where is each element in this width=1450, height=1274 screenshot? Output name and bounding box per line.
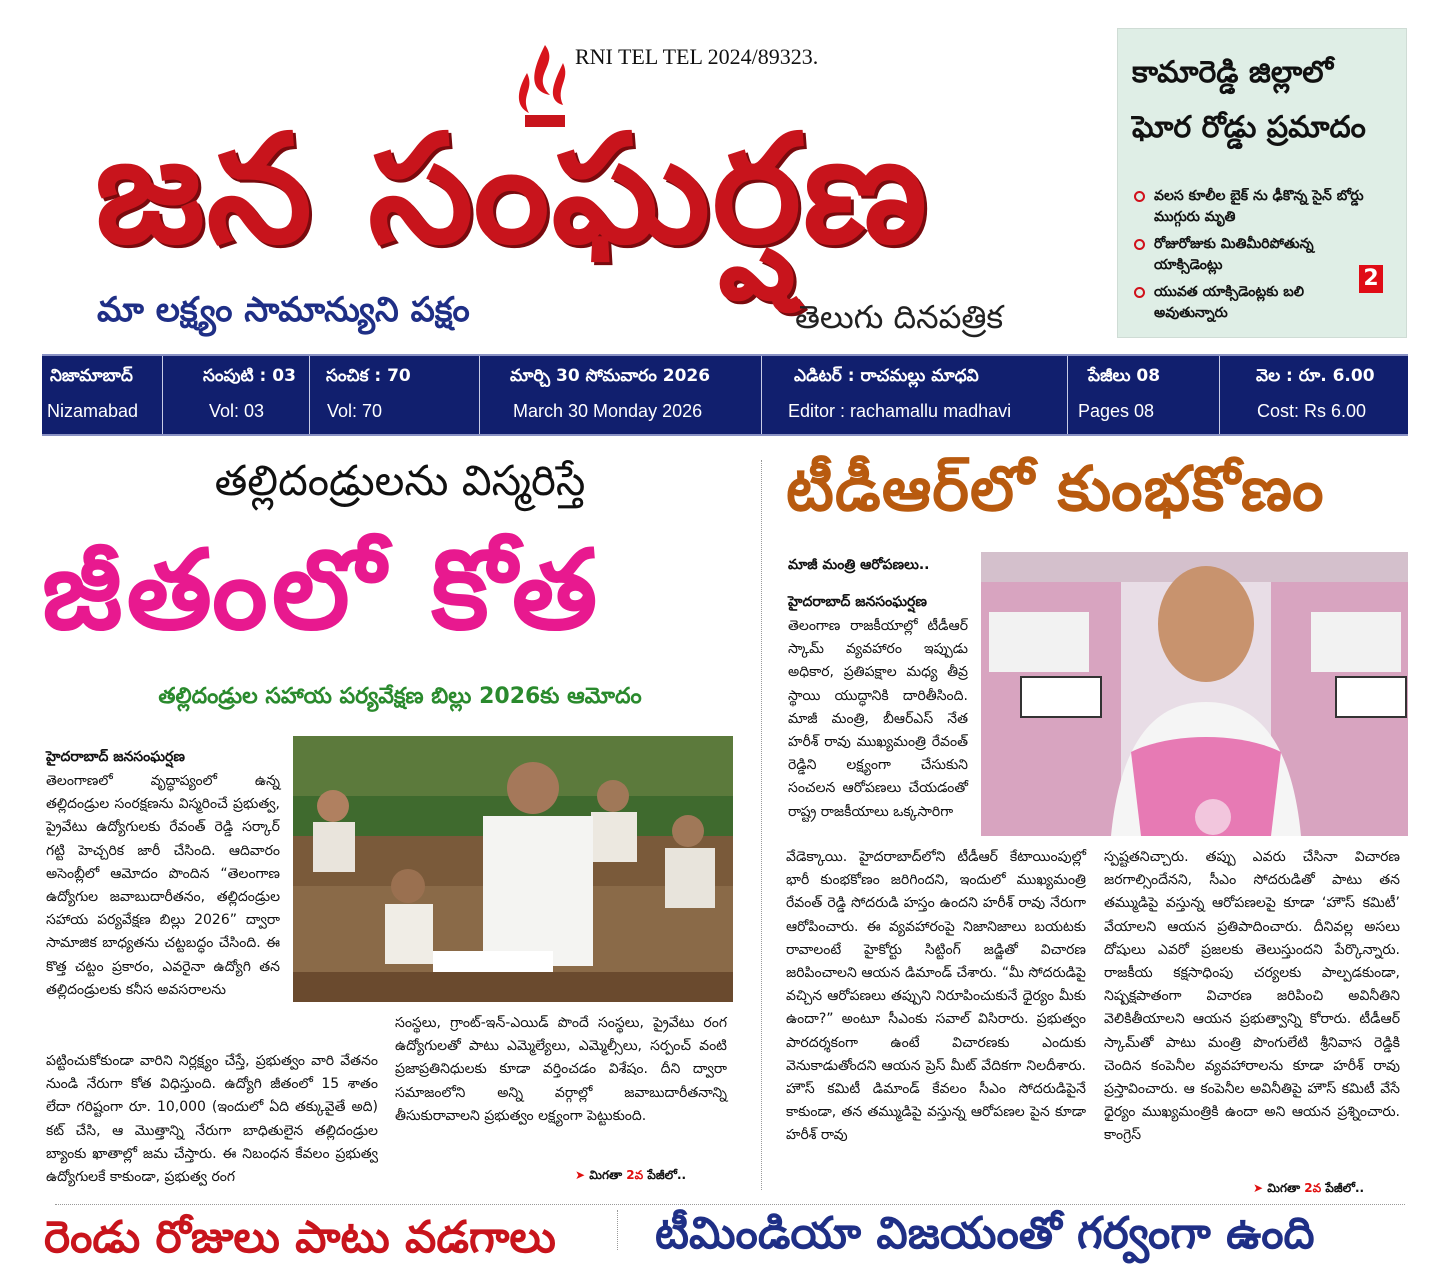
info-cell-date: మార్చి 30 సోమవారం 2026 March 30 Monday 2026 <box>480 356 762 434</box>
assembly-speech-photo <box>293 736 733 1002</box>
column-divider <box>761 460 762 1190</box>
left-article-dateline: హైదరాబాద్ జనసంఘర్షణ <box>46 749 185 765</box>
section-divider <box>55 1204 1405 1205</box>
info-bar <box>42 354 1408 436</box>
info-cell-editor: ఎడిటర్ : రాచమల్లు మాధవి Editor : rachamallu madhavi <box>762 356 1068 434</box>
daily-label: తెలుగు దినపత్రిక <box>795 298 1004 336</box>
info-cell-volume: సంపుటి : 03 Vol: 03 <box>163 356 310 434</box>
side-news-box[interactable] <box>1117 28 1407 338</box>
left-article-continued[interactable]: ➤ మిగతా 2వ పేజీలో.. <box>575 1168 687 1182</box>
side-news-item: యువత యాక్సిడెంట్లకు బలి అవుతున్నారు <box>1134 282 1374 324</box>
right-article-dateline: హైదరాబాద్ జనసంఘర్షణ <box>788 594 927 610</box>
bullet-icon <box>1134 239 1145 250</box>
left-article-headline[interactable]: జీతంలో కోత <box>42 526 602 654</box>
side-news-item: వలస కూలీల బైక్ ను ఢీకొన్న సైన్ బోర్డు ముగ్గురు మృతి <box>1134 186 1374 228</box>
left-article-body-2: పట్టించుకోకుండా వారిని నిర్లక్ష్యం చేస్తే, ప్రభుత్వం వారి వేతనం నుండి నేరుగా కోత విధిస్తుంది. ఉద్యోగి జీతంలో 15 శాతం లేదా గరిష్టంగా రూ. 10,000 (ఇందులో ఏది తక్కువైతే అది) కట్ చేసి, ఆ మొత్తాన్ని నేరుగా బాధితులైన తల్లిదండ్రుల బ్యాంకు ఖాతాల్లో జమ చేస్తారు. ఈ నిబంధన కేవలం ప్రభుత్వ ఉద్యోగులకే కాకుండా, ప్రభుత్వ రంగ <box>46 1053 378 1186</box>
right-article-continued[interactable]: ➤ మిగతా 2వ పేజీలో.. <box>1253 1181 1365 1195</box>
left-article-body-1: తెలంగాణలో వృద్ధాప్యంలో ఉన్న తల్లిదండ్రుల సంరక్షణను విస్మరించే ప్రభుత్వ, ప్రైవేటు ఉద్యోగులకు రేవంత్ రెడ్డి సర్కార్ గట్టి హెచ్చరిక జారీ చేసింది. ఆదివారం అసెంబ్లీలో ఆమోదం పొందిన “తెలంగాణ ఉద్యోగుల జవాబుదారీతనం, తల్లిదండ్రుల సహాయ పర్యవేక్షణ బిల్లు 2026” ద్వారా సామాజిక బాధ్యతను చట్టబద్ధం చేసింది. ఈ కొత్త చట్టం ప్రకారం, ఎవరైనా ఉద్యోగి తన తల్లిదండ్రులకు కనీస అవసరాలను <box>46 773 280 998</box>
info-cell-pages: పేజీలు 08 Pages 08 <box>1068 356 1220 434</box>
right-article-body-2: వేడెక్కాయి. హైదరాబాద్‌లోని టీడీఆర్ కేటాయింపుల్లో భారీ కుంభకోణం జరిగిందని, ఇందులో ముఖ్యమంత్రి రేవంత్ రెడ్డి సోదరుడి హస్తం ఉందని హరీశ్ రావు నేరుగా ఆరోపించారు. ఈ వ్యవహారంపై నిజానిజాలు బయటకు రావాలంటే హైకోర్టు సిట్టింగ్ జడ్జితో విచారణ జరిపించాలని ఆయన డిమాండ్ చేశారు. “మీ సోదరుడిపై వచ్చిన ఆరోపణలు తప్పుని నిరూపించుకునే ధైర్యం మీకు ఉందా?” అంటూ సీఎంకు సవాల్ విసిరారు. ప్రభుత్వం పారదర్శకంగా ఉంటే విచారణకు ఎందుకు వెనుకాడుతోందని ఆయన ప్రెస్ మీట్ వేదికగా నిలదీశారు. హౌస్ కమిటీ డిమాండ్ కేవలం సీఎం సోదరుడిపైనే కాకుండా, తన తమ్ముడిపై వస్తున్న ఆరోపణల పైన కూడా హరీశ్ రావు <box>786 849 1086 1144</box>
rni-number: RNI TEL TEL 2024/89323. <box>575 44 819 69</box>
left-article-kicker: తల్లిదండ్రులను విస్మరిస్తే <box>214 456 586 505</box>
right-article-headline[interactable]: టీడీఆర్‌లో కుంభకోణం <box>786 452 1325 525</box>
right-article-body-1: తెలంగాణ రాజకీయాల్లో టీడీఆర్ స్కామ్ వ్యవహారం ఇప్పుడు అధికార, ప్రతిపక్షాల మధ్య తీవ్ర స్థాయి యుద్ధానికి దారితీసింది. మాజీ మంత్రి, బీఆర్ఎస్ నేత హరీశ్ రావు ముఖ్యమంత్రి రేవంత్ రెడ్డిని లక్ష్యంగా చేసుకుని సంచలన ఆరోపణలు చేయడంతో రాష్ట్ర రాజకీయాలు ఒక్కసారిగా <box>788 618 968 820</box>
bullet-icon <box>1134 287 1145 298</box>
left-article-body-3: సంస్థలు, గ్రాంట్-ఇన్-ఎయిడ్ పొందే సంస్థలు, ప్రైవేటు రంగ ఉద్యోగులతో పాటు ఎమ్మెల్యేలు, ఎమ్మెల్సీలు, సర్పంచ్ వంటి ప్రజాప్రతినిధులకు కూడా వర్తించడం విశేషం. దీని ద్వారా సమాజంలోని అన్ని వర్గాల్లో జవాబుదారీతనాన్ని తీసుకురావాలని ప్రభుత్వం లక్ష్యంగా పెట్టుకుంది. <box>395 1015 727 1124</box>
arrow-right-icon: ➤ <box>1253 1181 1264 1195</box>
side-news-headline: కామారెడ్డి జిల్లాలో ఘోర రోడ్డు ప్రమాదం <box>1132 55 1366 145</box>
tagline: మా లక్ష్యం సామాన్యుని పక్షం <box>97 290 470 330</box>
left-article-subhead: తల్లిదండ్రుల సహాయ పర్యవేక్షణ బిల్లు 2026కు ఆమోదం <box>158 684 642 709</box>
info-cell-issue: సంచిక : 70 Vol: 70 <box>310 356 480 434</box>
footer-left-headline[interactable]: రెండు రోజులు పాటు వడగాలు <box>44 1212 556 1263</box>
arrow-right-icon: ➤ <box>575 1168 586 1182</box>
footer-column-divider <box>617 1210 618 1250</box>
footer-right-headline[interactable]: టీమిండియా విజయంతో గర్వంగా ఉంది <box>655 1208 1315 1259</box>
bullet-icon <box>1134 191 1145 202</box>
info-cell-price: వెల : రూ. 6.00 Cost: Rs 6.00 <box>1256 366 1375 421</box>
press-meet-photo <box>981 552 1408 836</box>
newspaper-title: జన సంఘర్షణ <box>95 103 930 277</box>
right-article-kicker: మాజీ మంత్రి ఆరోపణలు.. <box>788 557 930 573</box>
right-article-body-3: స్పష్టతనిచ్చారు. తప్పు ఎవరు చేసినా విచారణ జరగాల్సిందేనని, సీఎం సోదరుడితో పాటు తన తమ్ముడిపై వస్తున్న ఆరోపణలపై కూడా ‘హౌస్ కమిటీ’ వేయాలని ఆయన ప్రతిపాదించారు. దీనివల్ల అసలు దోషులు ఎవరో ప్రజలకు తెలుస్తుందని పేర్కొన్నారు. రాజకీయ కక్షసాధింపు చర్యలకు పాల్పడకుండా, నిష్పక్షపాతంగా విచారణ జరిపించి అవినీతిని వెలికితీయాలని ఆయన ప్రభుత్వాన్ని కోరారు. టీడీఆర్ స్కామ్‌తో పాటు మంత్రి పొంగులేటి శ్రీనివాస రెడ్డికి చెందిన కంపెనీల వ్యవహారాలను కూడా హరీశ్ రావు ప్రస్తావించారు. ఆ కంపెనీల అవినీతిపై హౌస్ కమిటీ వేసే ధైర్యం ముఖ్యమంత్రికి ఉందా అని ఆయన ప్రశ్నించారు. కాంగ్రెస్ <box>1104 849 1400 1144</box>
page-number-badge: 2 <box>1359 265 1383 293</box>
side-news-item: రోజురోజుకు మితిమీరిపోతున్న యాక్సిడెంట్లు <box>1134 234 1374 276</box>
info-cell-city: నిజామాబాద్ Nizamabad <box>42 356 163 434</box>
